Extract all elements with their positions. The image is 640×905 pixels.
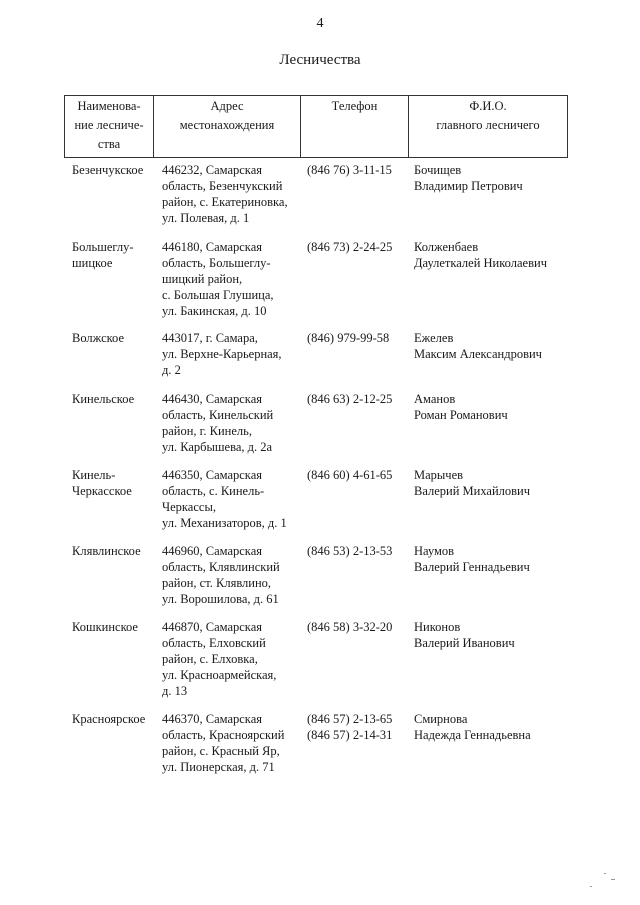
header-name-line: ства	[97, 137, 121, 151]
chief-forester	[414, 330, 584, 362]
forestry-name	[72, 391, 160, 407]
forestry-name-line: Клявлинское	[72, 544, 141, 558]
forestry-name	[72, 467, 160, 499]
forestry-phone	[307, 711, 412, 743]
chief-forester-line: Смирнова	[414, 712, 468, 726]
forestry-phone-line: (846 73) 2-24-25	[307, 240, 393, 254]
forestry-address	[162, 711, 302, 775]
forestry-phone	[307, 239, 412, 255]
forestry-address-line: 446180, Самарская	[162, 240, 262, 254]
header-address-line: Адрес	[210, 99, 244, 113]
forestry-address	[162, 239, 302, 319]
header-phone-line: Телефон	[331, 99, 378, 113]
header-address-line: местонахождения	[179, 118, 275, 132]
chief-forester-line: Ежелев	[414, 331, 454, 345]
forestry-name-line: Волжское	[72, 331, 125, 345]
forestry-address-line: с. Большая Глушица,	[162, 288, 274, 302]
table-header	[64, 95, 568, 158]
header-name	[65, 96, 154, 157]
forestry-address-line: область, Кинельский	[162, 408, 274, 422]
forestry-address-line: ул. Верхне-Карьерная,	[162, 347, 282, 361]
chief-forester-line: Валерий Михайлович	[414, 484, 531, 498]
forestry-address-line: область, Красноярский	[162, 728, 285, 742]
forestry-phone	[307, 543, 412, 559]
forestry-phone	[307, 330, 412, 346]
forestry-phone-line: (846 60) 4-61-65	[307, 468, 393, 482]
header-name-line: ние лесниче-	[74, 118, 144, 132]
forestry-name	[72, 330, 160, 346]
forestry-address-line: ул. Ворошилова, д. 61	[162, 592, 279, 606]
chief-forester-line: Надежда Геннадьевна	[414, 728, 531, 742]
forestry-address-line: 446370, Самарская	[162, 712, 262, 726]
chief-forester-line: Колженбаев	[414, 240, 479, 254]
forestry-address	[162, 391, 302, 455]
header-name-line: Наименова-	[77, 99, 141, 113]
forestry-name-line: Черкасское	[72, 484, 132, 498]
forestry-address	[162, 543, 302, 607]
forestry-address-line: 443017, г. Самара,	[162, 331, 258, 345]
page-title: Лесничества	[279, 52, 361, 68]
forestry-address-line: область, с. Кинель-	[162, 484, 265, 498]
forestry-address-line: область, Елховский	[162, 636, 266, 650]
chief-forester-line: Владимир Петрович	[414, 179, 523, 193]
forestry-address-line: д. 13	[162, 684, 188, 698]
forestry-name	[72, 239, 160, 271]
chief-forester-line: Наумов	[414, 544, 455, 558]
forestry-phone-line: (846 57) 2-14-31	[307, 728, 393, 742]
chief-forester-line: Аманов	[414, 392, 456, 406]
forestry-address	[162, 162, 302, 226]
forestry-phone	[307, 162, 412, 178]
forestry-phone-line: (846 63) 2-12-25	[307, 392, 393, 406]
forestry-address-line: область, Клявлинский	[162, 560, 280, 574]
forestry-address	[162, 330, 302, 378]
chief-forester-line: Валерий Геннадьевич	[414, 560, 530, 574]
chief-forester	[414, 619, 584, 651]
chief-forester-line: Роман Романович	[414, 408, 508, 422]
forestry-address-line: район, с. Красный Яр,	[162, 744, 280, 758]
forestry-name-line: Безенчукское	[72, 163, 144, 177]
forestry-address-line: район, г. Кинель,	[162, 424, 252, 438]
forestry-address-line: область, Большеглу-	[162, 256, 271, 270]
scan-speck	[590, 886, 592, 887]
forestry-address	[162, 619, 302, 699]
chief-forester-line: Марычев	[414, 468, 464, 482]
forestry-phone	[307, 467, 412, 483]
forestry-phone	[307, 619, 412, 635]
forestry-name-line: шицкое	[72, 256, 113, 270]
forestry-address-line: ул. Пионерская, д. 71	[162, 760, 275, 774]
chief-forester-line: Даулеткалей Николаевич	[414, 256, 547, 270]
chief-forester-line: Бочищев	[414, 163, 462, 177]
forestry-name-line: Большеглу-	[72, 240, 134, 254]
forestry-address-line: область, Безенчукский	[162, 179, 283, 193]
forestry-address-line: район, ст. Клявлино,	[162, 576, 272, 590]
header-address	[154, 96, 301, 157]
forestry-phone-line: (846 57) 2-13-65	[307, 712, 393, 726]
forestry-name	[72, 619, 160, 635]
forestry-address-line: Черкассы,	[162, 500, 216, 514]
forestry-name	[72, 543, 160, 559]
forestry-name	[72, 162, 160, 178]
forestry-address-line: ул. Полевая, д. 1	[162, 211, 250, 225]
chief-forester	[414, 239, 584, 271]
forestry-address-line: шицкий район,	[162, 272, 243, 286]
forestry-address-line: 446350, Самарская	[162, 468, 262, 482]
forestry-phone	[307, 391, 412, 407]
forestry-address-line: ул. Карбышева, д. 2а	[162, 440, 273, 454]
forestry-phone-line: (846 76) 3-11-15	[307, 163, 392, 177]
chief-forester-line: Никонов	[414, 620, 461, 634]
forestry-name	[72, 711, 160, 727]
forestry-address-line: 446960, Самарская	[162, 544, 262, 558]
chief-forester	[414, 162, 584, 194]
forestry-address-line: 446870, Самарская	[162, 620, 262, 634]
header-head-line: главного лесничего	[436, 118, 540, 132]
forestry-address-line: район, с. Екатериновка,	[162, 195, 288, 209]
forestry-address-line: ул. Красноармейская,	[162, 668, 277, 682]
forestry-address	[162, 467, 302, 531]
forestry-address-line: 446232, Самарская	[162, 163, 262, 177]
forestry-name-line: Кинель-	[72, 468, 116, 482]
scan-speck	[604, 873, 606, 874]
forestry-name-line: Кинельское	[72, 392, 135, 406]
forestry-phone-line: (846) 979-99-58	[307, 331, 390, 345]
forestry-name-line: Кошкинское	[72, 620, 138, 634]
chief-forester	[414, 467, 584, 499]
forestry-address-line: ул. Бакинская, д. 10	[162, 304, 267, 318]
header-head	[409, 96, 567, 157]
forestry-address-line: ул. Механизаторов, д. 1	[162, 516, 287, 530]
forestry-phone-line: (846 53) 2-13-53	[307, 544, 393, 558]
chief-forester-line: Валерий Иванович	[414, 636, 515, 650]
chief-forester	[414, 711, 584, 743]
scan-speck	[611, 879, 615, 880]
forestry-address-line: д. 2	[162, 363, 181, 377]
forestry-name-line: Красноярское	[72, 712, 146, 726]
chief-forester	[414, 391, 584, 423]
chief-forester-line: Максим Александрович	[414, 347, 542, 361]
forestry-address-line: район, с. Елховка,	[162, 652, 258, 666]
forestry-address-line: 446430, Самарская	[162, 392, 262, 406]
header-phone	[301, 96, 409, 157]
forestry-phone-line: (846 58) 3-32-20	[307, 620, 393, 634]
chief-forester	[414, 543, 584, 575]
page-number: 4	[316, 16, 324, 31]
header-head-line: Ф.И.О.	[469, 99, 507, 113]
